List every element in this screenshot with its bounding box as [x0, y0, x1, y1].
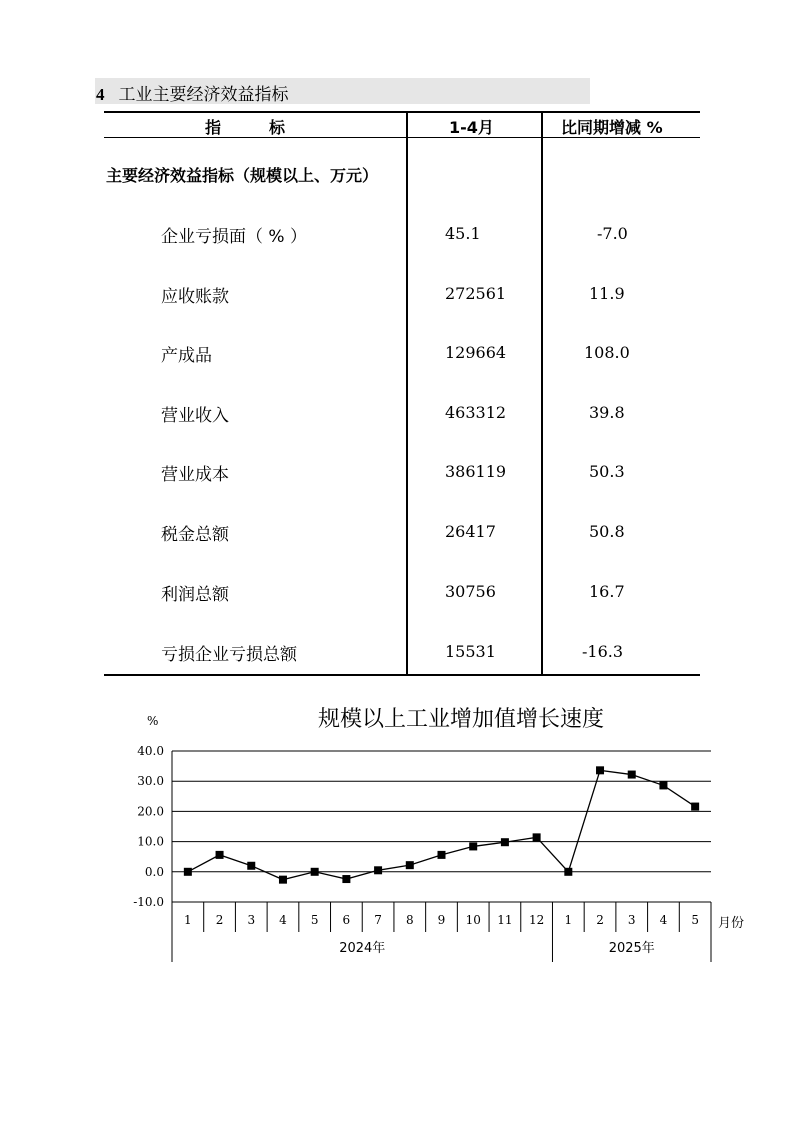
- x-tick-label: 6: [342, 913, 351, 927]
- row-change: -7.0: [597, 224, 628, 243]
- data-point: [564, 868, 572, 876]
- row-name: 营业成本: [161, 465, 229, 485]
- row-change: 39.8: [589, 403, 625, 422]
- data-point: [342, 875, 350, 883]
- y-tick-label: 10.0: [137, 834, 164, 849]
- row-value: 386119: [445, 462, 507, 481]
- x-tick-label: 5: [691, 913, 699, 927]
- section-number: 4: [96, 85, 105, 104]
- data-point: [311, 868, 319, 876]
- header-indicator: 指 标: [205, 118, 286, 137]
- y-axis-unit: %: [147, 714, 159, 728]
- data-point: [247, 862, 255, 870]
- data-point: [279, 876, 287, 884]
- data-point: [533, 833, 541, 841]
- row-change: -16.3: [582, 642, 624, 661]
- x-tick-label: 2: [215, 913, 224, 927]
- y-tick-label: 0.0: [144, 864, 164, 879]
- data-point: [438, 851, 446, 859]
- x-tick-label: 2: [596, 913, 604, 927]
- data-point: [374, 866, 382, 874]
- row-change: 50.3: [589, 462, 625, 481]
- row-change: 50.8: [589, 522, 625, 541]
- y-tick-label: 40.0: [137, 744, 164, 758]
- y-tick-label: -10.0: [133, 895, 164, 909]
- x-tick-label: 7: [374, 913, 382, 927]
- row-value: 272561: [445, 284, 507, 303]
- x-tick-label: 5: [310, 913, 319, 927]
- data-point: [659, 781, 667, 789]
- x-tick-label: 4: [659, 913, 668, 927]
- data-point: [596, 766, 604, 774]
- series-line: [188, 770, 695, 879]
- row-value: 129664: [445, 343, 507, 362]
- row-name: 利润总额: [161, 585, 229, 605]
- y-tick-label: 20.0: [137, 804, 164, 819]
- chart-title: 规模以上工业增加值增长速度: [317, 707, 605, 732]
- x-tick-label: 3: [247, 913, 256, 927]
- y-tick-label: 30.0: [137, 774, 164, 789]
- row-name: 应收账款: [161, 287, 229, 307]
- data-point: [469, 842, 477, 850]
- row-change: 108.0: [584, 343, 630, 362]
- row-value: 45.1: [445, 224, 481, 243]
- row-name: 亏损企业亏损总额: [161, 645, 297, 665]
- group-label: 主要经济效益指标（规模以上、万元）: [106, 166, 379, 185]
- header-change: 比同期增减 %: [561, 118, 663, 137]
- header-period: 1-4月: [449, 118, 494, 137]
- row-value: 463312: [445, 403, 507, 422]
- row-name: 营业收入: [161, 406, 229, 426]
- row-value: 26417: [445, 522, 496, 541]
- row-change: 16.7: [589, 582, 625, 601]
- x-tick-label: 1: [564, 913, 573, 927]
- row-name: 产成品: [161, 346, 212, 366]
- row-value: 15531: [445, 642, 496, 661]
- x-tick-label: 3: [627, 913, 636, 927]
- x-tick-label: 9: [437, 913, 446, 927]
- x-axis-label: 月份: [718, 916, 745, 931]
- data-point: [184, 868, 192, 876]
- data-point: [216, 851, 224, 859]
- x-tick-label: 10: [465, 913, 481, 927]
- data-point: [501, 838, 509, 846]
- row-name: 税金总额: [161, 525, 229, 545]
- x-tick-label: 12: [528, 913, 545, 927]
- row-change: 11.9: [589, 284, 625, 303]
- x-group-label: 2024年: [339, 941, 386, 956]
- x-group-label: 2025年: [608, 941, 655, 956]
- x-tick-label: 4: [279, 913, 287, 927]
- row-name: 企业亏损面（ % ）: [161, 227, 307, 247]
- x-tick-label: 1: [184, 913, 192, 927]
- data-point: [691, 803, 699, 811]
- row-value: 30756: [445, 582, 496, 601]
- x-tick-label: 11: [497, 913, 513, 927]
- x-tick-label: 8: [405, 913, 414, 927]
- data-point: [406, 861, 414, 869]
- data-point: [628, 771, 636, 779]
- section-title-text: 工业主要经济效益指标: [118, 85, 289, 105]
